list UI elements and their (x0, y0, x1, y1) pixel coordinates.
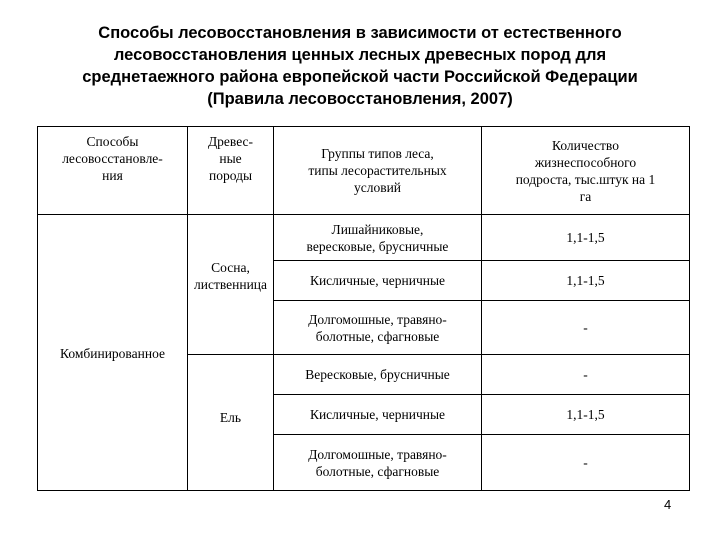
cell-count: - (482, 301, 690, 355)
cell-count: 1,1-1,5 (482, 215, 690, 261)
table-header-row (38, 127, 690, 215)
cell-forest-type: Кисличные, черничные (274, 395, 482, 435)
title-line: среднетаежного района европейской части Российской Федерации (82, 68, 638, 86)
header-forest-type: Группы типов леса, типы лесорастительных условий (274, 127, 482, 215)
title-line: лесовосстановления ценных лесных древесных пород для (113, 46, 607, 64)
cell-species-pine-larch: Сосна, лиственница (188, 215, 274, 355)
table-row (38, 215, 690, 261)
title-line: (Правила лесовосстановления, 2007) (207, 90, 513, 108)
header-method: Способы лесовосстановле- ния (38, 127, 188, 215)
cell-method: Комбинированное (38, 215, 188, 491)
cell-forest-type: Лишайниковые, вересковые, брусничные (274, 215, 482, 261)
header-species: Древес- ные породы (188, 127, 274, 215)
cell-count: - (482, 355, 690, 395)
cell-forest-type: Вересковые, брусничные (274, 355, 482, 395)
cell-count: 1,1-1,5 (482, 395, 690, 435)
cell-species-spruce: Ель (188, 355, 274, 491)
slide-title (40, 22, 680, 110)
header-undergrowth-count: Количество жизнеспособного подроста, тыс.штук на 1 га (482, 127, 690, 215)
cell-forest-type: Долгомошные, травяно- болотные, сфагновые (274, 435, 482, 491)
cell-forest-type: Долгомошные, травяно- болотные, сфагновые (274, 301, 482, 355)
cell-count: 1,1-1,5 (482, 261, 690, 301)
reforestation-table (37, 126, 690, 491)
page-number: 4 (664, 497, 672, 512)
cell-count: - (482, 435, 690, 491)
title-line: Способы лесовосстановления в зависимости от естественного (98, 24, 622, 42)
cell-forest-type: Кисличные, черничные (274, 261, 482, 301)
